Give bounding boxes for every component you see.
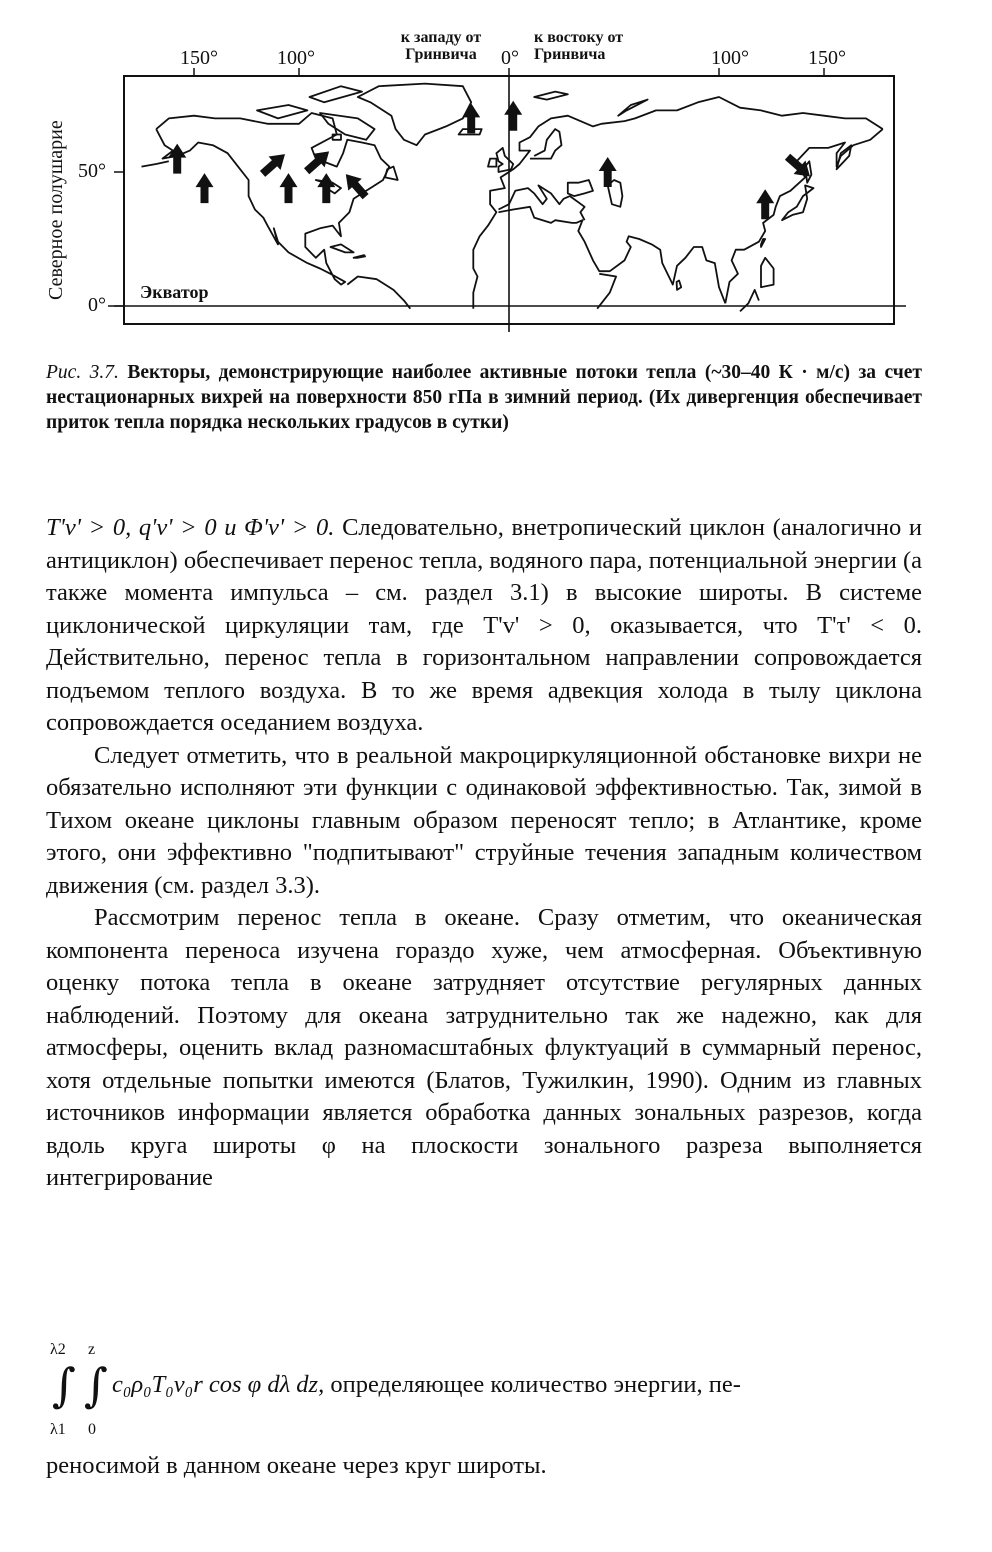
body-text: [46, 512, 922, 1195]
header-west: [386, 29, 496, 63]
heat-flux-arrow: [304, 151, 329, 174]
coast-taiwan: [761, 239, 765, 247]
coast-eurasia-africa: [473, 97, 883, 309]
closing-line: реносимой в данном океане через круг широты.: [46, 1452, 547, 1479]
equator-label: Экватор: [140, 282, 209, 302]
header-west-line2: Гринвича: [405, 46, 477, 63]
x-tick-label: 0°: [501, 47, 519, 69]
coast-british-isles: [496, 148, 513, 172]
upper-limit-inner: z: [88, 1341, 96, 1358]
upper-limit-outer: λ2: [50, 1341, 66, 1358]
heat-flux-arrow: [599, 157, 617, 187]
header-east: [534, 29, 664, 63]
coast-novaya-zemlya: [618, 100, 647, 116]
heat-flux-arrow: [785, 154, 810, 177]
coast-greenland: [358, 84, 471, 146]
coast-baltic: [530, 129, 562, 159]
lower-limit-outer: λ1: [50, 1421, 66, 1438]
coast-japan: [782, 185, 814, 220]
coast-ellesmere: [310, 86, 363, 102]
figure-number: Рис. 3.7.: [46, 362, 119, 383]
integral-formula: [46, 1340, 922, 1445]
coast-hudson-bay-islands: [333, 135, 341, 140]
coast-aleutians: [142, 161, 169, 166]
integrand: c₀ρ₀T₀v₀r cos φ dλ dz,: [112, 1371, 325, 1398]
x-tick-label: 150°: [808, 47, 846, 69]
heat-flux-arrow: [504, 101, 522, 131]
coast-black-sea: [568, 180, 593, 196]
y-axis-label: Северное полушарие: [45, 120, 67, 300]
x-tick-label: 100°: [277, 47, 315, 69]
coast-asia-pacific: [725, 129, 883, 303]
formula-line: [112, 1373, 741, 1398]
paragraph-3: Рассмотрим перенос тепла в океане. Сразу отметим, что океаническая компонента переноса изучена гораздо хуже, чем атмосферная. Объективную оценку потока тепла в океане затрудняет отсутствие регулярных данных наблюдений. Поэтому для океана затруднительно так же надежно, как для атмосферы, оценить вклад разномасштабных флуктуаций в суммарный перенос, хотя отдельные попытки имеются (Блатов, Тужилкин, 1990). Одним из главных источников информации является обработка данных зональных разрезов, когда вдоль круга широты φ на плоскости зонального разреза выполняется интегрирование: [46, 904, 922, 1191]
heat-flux-arrow: [317, 173, 335, 203]
coast-svalbard: [534, 92, 568, 100]
x-tick-label: 100°: [711, 47, 749, 69]
x-tick-label: 150°: [180, 47, 218, 69]
paragraph-1: [46, 512, 922, 740]
coast-philippines: [761, 258, 774, 287]
paragraph-1-text: Следовательно, внетропический циклон (аналогично и антициклон) обеспечивает перенос тепла, водяного пара, потенциальной энергии (а также момента импульса – см. раздел 3.1) в высокие широты. В системе циклонической циркуляции там, где T'v' > 0, оказывается, что T'τ' < 0. Действительно, перенос тепла в горизонтальном направлении сопровождается подъемом теплого воздуха. В то же время адвекция холода в тылу циклона сопровождается оседанием воздуха.: [46, 514, 922, 736]
coast-horn-africa: [597, 274, 616, 309]
paragraph-2: Следует отметить, что в реальной макроциркуляционной обстановке вихри не обязательно исполняют эти функции с одинаковой эффективностью. Так, зимой в Тихом океане циклоны главным образом переносят тепло; в Атлантике, кроме этого, они эффективно "подпитывают" струйные течения западным количеством движения (см. раздел 3.3).: [46, 741, 922, 899]
coast-madagascar-edge: [740, 290, 759, 312]
coast-south-america: [347, 277, 410, 309]
y-tick-label: 50°: [78, 160, 106, 182]
inline-math: T'v' > 0, q'v' > 0 и Φ'v' > 0.: [46, 514, 335, 541]
caption-text: Векторы, демонстрирующие наиболее активные потоки тепла (~30–40 К · м/с) за счет нестационарных вихрей на поверхности 850 гПа в зимний период. (Их дивергенция обеспечивает приток тепла порядка нескольких градусов в сутки): [46, 362, 922, 433]
header-east-line1: к востоку от: [534, 29, 624, 46]
heat-flux-arrow: [196, 173, 214, 203]
coast-hispaniola: [354, 255, 366, 258]
coast-newfoundland: [385, 167, 398, 180]
y-tick-label: 0°: [88, 294, 106, 316]
coast-cuba: [331, 244, 354, 252]
heat-flux-arrow: [280, 173, 298, 203]
header-west-line1: к западу от: [400, 29, 482, 46]
header-east-line2: Гринвича: [534, 46, 606, 63]
coast-north-america: [156, 113, 389, 285]
integral-sign-outer: ∫: [52, 1358, 76, 1412]
coast-mediterranean-north: [499, 185, 585, 220]
integral-sign-inner: ∫: [84, 1358, 108, 1412]
heat-flux-arrow: [260, 154, 285, 177]
lower-limit-inner: 0: [88, 1421, 96, 1438]
coast-sri-lanka: [677, 281, 682, 290]
formula-after-text: определяющее количество энергии, пе-: [324, 1371, 741, 1398]
figure-heat-flux-map: [0, 0, 992, 345]
coast-ireland: [488, 159, 496, 167]
figure-caption: [46, 360, 922, 435]
heat-flux-arrow: [168, 144, 186, 174]
heat-flux-arrow: [756, 189, 774, 219]
coast-arctic-islands: [257, 105, 307, 118]
